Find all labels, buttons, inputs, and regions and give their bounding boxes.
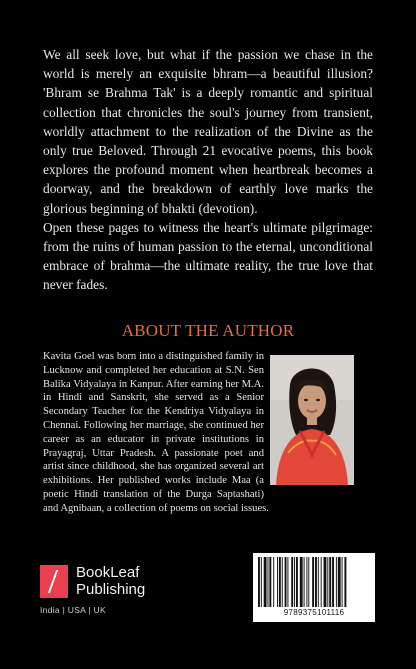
blurb-paragraph-1: We all seek love, but what if the passion we chase in the world is merely an exquisite bhram—a beautiful illusion? 'Bhram se Brahma Tak' is a deeply romantic and spiritual collection that chronicles the soul's journey from transient, worldly attachment to the realization of the Divine as the only true Beloved. Through 21 evocative poems, this book explores the profound moment when heartbreak becomes a doorway, and the breakdown of earthly love marks the glorious beginning of bhakti (devotion). (43, 47, 373, 216)
back-cover-blurb (43, 45, 373, 295)
bookleaf-logo-icon (40, 565, 68, 598)
isbn-number: 9789375101116 (283, 608, 345, 617)
publisher-name-line1: BookLeaf (76, 564, 140, 581)
publisher-regions: India | USA | UK (40, 605, 106, 615)
publisher-name-line2: Publishing (76, 581, 146, 598)
barcode-bars (258, 557, 370, 607)
author-bio-text: Kavita Goel was born into a distinguished family in Lucknow and completed her education at S.N. Sen Balika Vidyalaya in Kanpur. After earning her M.A. in Hindi and Sanskrit, she served as a Senior Secondary Teacher for the Kendriya Vidyalaya in Chennai. Following her marriage, she continued her career as an educator in private institutions in Prayagraj, Uttar Pradesh. A passionate poet and artist since childhood, she has organized several art exhibitions. Her published works include Maa (a poetic Hindi translation of the Durga Saptashati) and Agnibaan, a collection of poems on social issues. (43, 351, 269, 514)
about-author-heading: ABOUT THE AUTHOR (121, 321, 295, 340)
isbn-barcode (253, 553, 375, 622)
author-portrait-image (270, 355, 354, 485)
publisher-logo (40, 565, 190, 615)
author-photo (270, 355, 354, 485)
author-bio (43, 350, 354, 516)
blurb-paragraph-2: Open these pages to witness the heart's ultimate pilgrimage: from the ruins of human passion to the eternal, unconditional embrace of brahma—the ultimate reality, the true love that never fades. (43, 219, 373, 293)
